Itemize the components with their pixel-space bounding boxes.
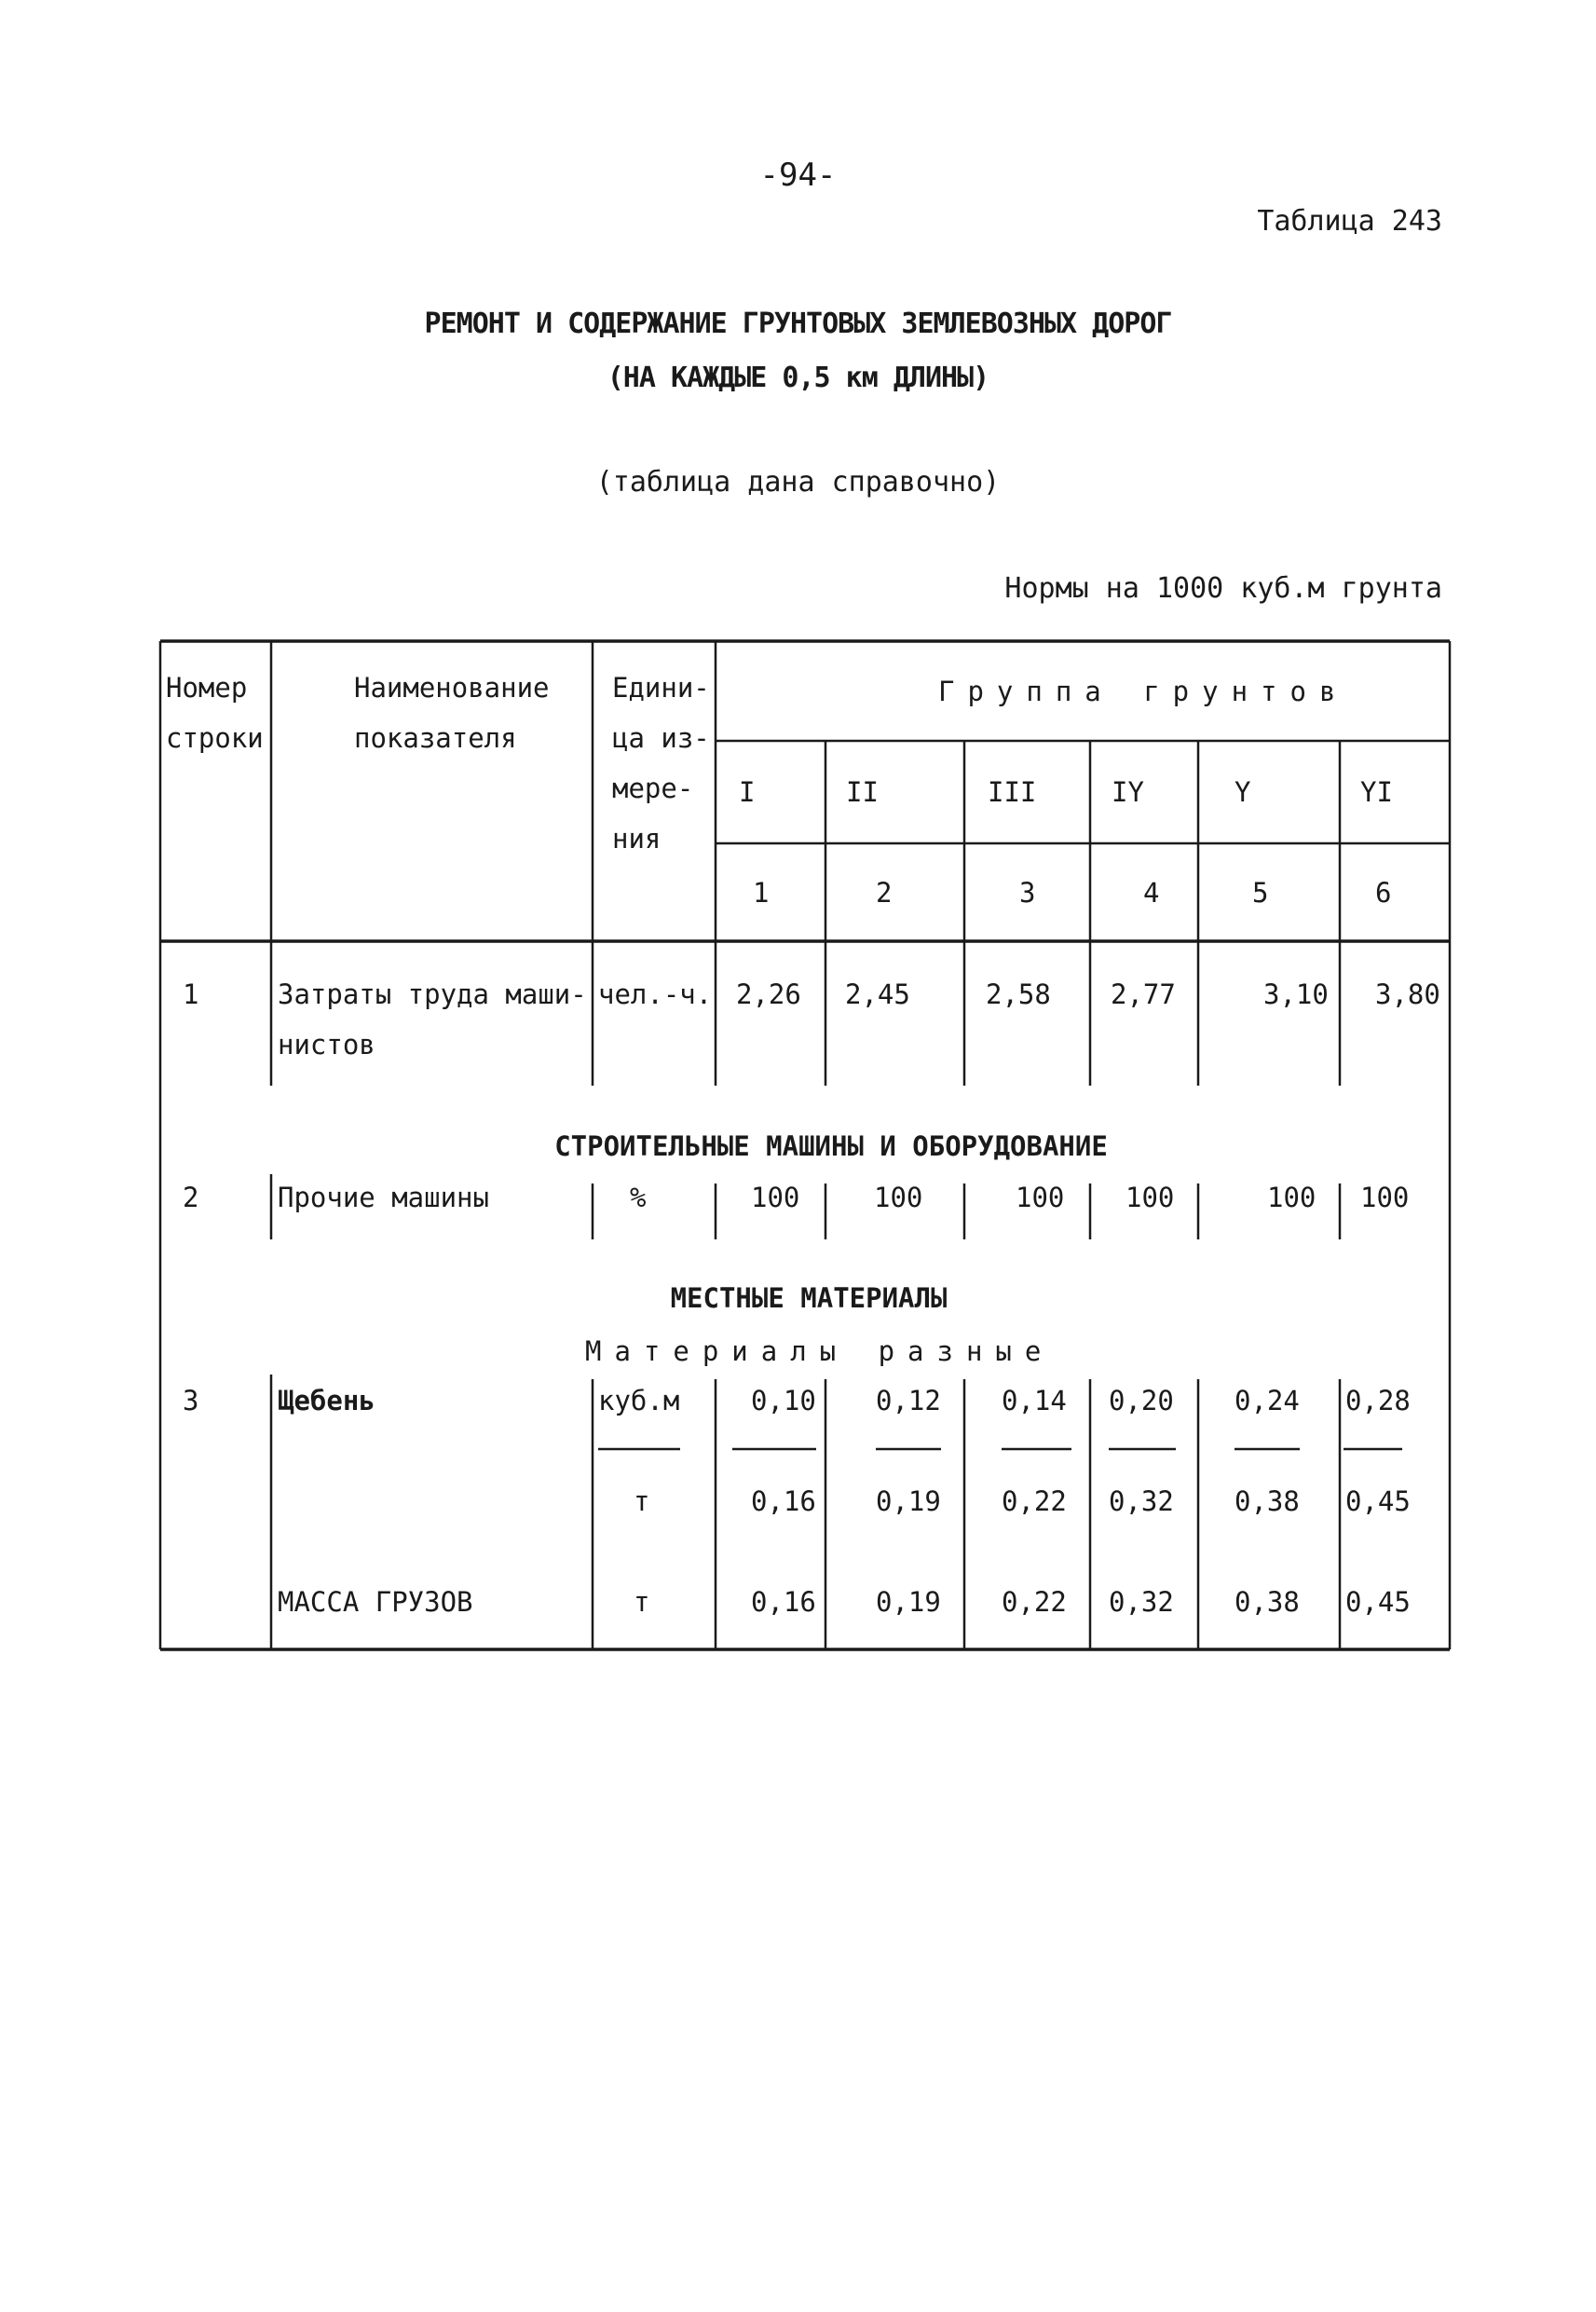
header-unit-line1: Едини- <box>612 672 710 704</box>
page-number: -94- <box>759 157 837 194</box>
mass-row-value-1: 0,16 <box>751 1586 816 1618</box>
row3-tonnes-value-4: 0,32 <box>1109 1485 1174 1517</box>
header-row-no-line1: Номер <box>166 672 248 704</box>
row1-value-3: 2,58 <box>986 978 1051 1010</box>
row1-name-line1: Затраты труда маши- <box>278 978 587 1010</box>
group-label-5: Y <box>1235 776 1251 808</box>
row3-volume-value-1: 0,10 <box>751 1385 816 1416</box>
mass-row-value-4: 0,32 <box>1109 1586 1174 1618</box>
group-label-1: I <box>739 776 756 808</box>
subsection-heading-various-materials: Материалы разные <box>585 1335 1055 1367</box>
row2-value-4: 100 <box>1125 1182 1175 1213</box>
column-number-5: 5 <box>1252 877 1269 909</box>
column-number-6: 6 <box>1375 877 1392 909</box>
mass-row-value-2: 0,19 <box>876 1586 941 1618</box>
row2-value-2: 100 <box>874 1182 923 1213</box>
column-number-3: 3 <box>1019 877 1036 909</box>
row3-tonnes-value-6: 0,45 <box>1345 1485 1411 1517</box>
row3-volume-value-6: 0,28 <box>1345 1385 1411 1416</box>
reference-note: (таблица дана справочно) <box>595 466 1001 499</box>
mass-row-value-6: 0,45 <box>1345 1586 1411 1618</box>
row3-number: 3 <box>183 1385 199 1416</box>
mass-row-value-5: 0,38 <box>1235 1586 1300 1618</box>
mass-row-name: МАССА ГРУЗОВ <box>278 1586 473 1618</box>
column-number-1: 1 <box>753 877 770 909</box>
row3-tonnes-value-5: 0,38 <box>1235 1485 1300 1517</box>
mass-row-unit: т <box>634 1586 650 1618</box>
group-label-4: IY <box>1112 776 1144 808</box>
table-title-line1: РЕМОНТ И СОДЕРЖАНИЕ ГРУНТОВЫХ ЗЕМЛЕВОЗНЫХ ДОРОГ <box>424 308 1172 340</box>
norms-note: Нормы на 1000 куб.м грунта <box>1004 572 1442 605</box>
header-unit-line2: ца из- <box>612 722 710 754</box>
row3-unit-tonnes: т <box>634 1485 650 1517</box>
row3-volume-value-3: 0,14 <box>1002 1385 1067 1416</box>
row1-unit: чел.-ч. <box>598 978 713 1010</box>
section-heading-local-materials: МЕСТНЫЕ МАТЕРИАЛЫ <box>670 1282 948 1314</box>
row1-value-4: 2,77 <box>1111 978 1176 1010</box>
row3-tonnes-value-1: 0,16 <box>751 1485 816 1517</box>
table-number: Таблица 243 <box>1257 205 1442 238</box>
row1-value-5: 3,10 <box>1263 978 1329 1010</box>
header-unit-line3: мере- <box>612 773 694 804</box>
row3-volume-value-5: 0,24 <box>1235 1385 1300 1416</box>
row1-value-2: 2,45 <box>845 978 910 1010</box>
header-indicator-line2: показателя <box>354 722 517 754</box>
row1-value-1: 2,26 <box>736 978 801 1010</box>
row3-volume-value-2: 0,12 <box>876 1385 941 1416</box>
row1-value-6: 3,80 <box>1375 978 1440 1010</box>
row1-number: 1 <box>183 978 199 1010</box>
header-group-title: Группа грунтов <box>938 676 1349 707</box>
table-title-line2: (НА КАЖДЫЕ 0,5 км ДЛИНЫ) <box>607 362 989 394</box>
column-number-2: 2 <box>876 877 893 909</box>
row2-unit: % <box>630 1182 647 1213</box>
row2-value-3: 100 <box>1016 1182 1065 1213</box>
row3-tonnes-value-2: 0,19 <box>876 1485 941 1517</box>
header-row-no-line2: строки <box>166 722 264 754</box>
group-label-6: YI <box>1360 776 1393 808</box>
row3-volume-value-4: 0,20 <box>1109 1385 1174 1416</box>
group-label-3: III <box>988 776 1037 808</box>
row2-value-5: 100 <box>1267 1182 1316 1213</box>
row3-name: Щебень <box>278 1385 375 1416</box>
row3-tonnes-value-3: 0,22 <box>1002 1485 1067 1517</box>
group-label-2: II <box>846 776 879 808</box>
row1-name-line2: нистов <box>278 1029 375 1060</box>
row2-name: Прочие машины <box>278 1182 489 1213</box>
header-indicator-line1: Наименование <box>354 672 550 704</box>
section-heading-machines: СТРОИТЕЛЬНЫЕ МАШИНЫ И ОБОРУДОВАНИЕ <box>554 1130 1108 1162</box>
row3-unit-volume: куб.м <box>598 1385 680 1416</box>
column-number-4: 4 <box>1143 877 1160 909</box>
header-unit-line4: ния <box>612 823 662 855</box>
row2-number: 2 <box>183 1182 199 1213</box>
row2-value-1: 100 <box>751 1182 800 1213</box>
mass-row-value-3: 0,22 <box>1002 1586 1067 1618</box>
row2-value-6: 100 <box>1360 1182 1410 1213</box>
